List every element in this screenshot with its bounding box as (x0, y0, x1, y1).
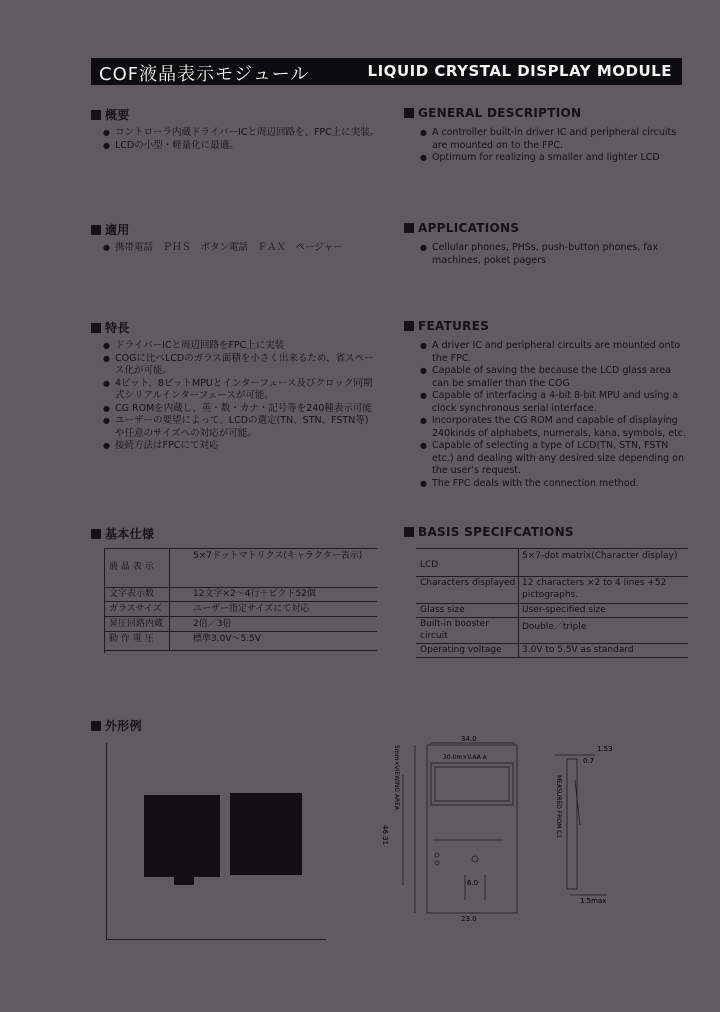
table-row (416, 617, 688, 644)
column-divider (518, 549, 519, 657)
spec-value: 12文字×2～4行＋ピクト52個 (193, 589, 316, 599)
title-jp: COF液晶表示モジュール (99, 64, 310, 85)
square-bullet-icon (91, 529, 101, 539)
list-item: ● 4ビット、8ビットMPUとインターフェース及びクロック同期式シリアルインターフェースが可能。 (101, 378, 377, 403)
features-list-jp (101, 340, 377, 453)
exterior-heading-jp: 外形例 (91, 717, 142, 734)
fpc-tail-photo (174, 871, 194, 885)
general-list-en (418, 127, 688, 165)
table-row (416, 603, 688, 618)
basis-heading-jp: 基本仕様 (91, 525, 154, 542)
list-item: ● Capable of selecting a type of LCD(TN, STN, FSTN etc.) and dealing with any desired size depending on the user's request. (418, 440, 690, 478)
spec-value: 3.0V to 5.5V as standard (522, 645, 634, 655)
title-en: LIQUID CRYSTAL DISPLAY MODULE (367, 62, 672, 80)
list-item: ● Capable of saving the because the LCD glass area can be smaller than the COG (418, 365, 690, 390)
spec-key: Glass size (420, 605, 465, 615)
table-row (105, 549, 377, 588)
square-bullet-icon (404, 223, 414, 233)
table-row (105, 617, 377, 632)
spec-value: 12 characters ×2 to 4 lines +52 pictographs. (522, 578, 667, 600)
spec-table-en (416, 548, 688, 657)
list-item: ● ドライバーICと周辺回路をFPC上に実装 (101, 340, 377, 353)
list-item: ● A controller built-in driver IC and peripheral circuits are mounted on to the FPC. (418, 127, 688, 152)
table-row (416, 549, 688, 577)
applications-heading-en: APPLICATIONS (404, 221, 519, 235)
spec-value: 5×7ドットマトリクス(キャラクター表示) (193, 551, 363, 561)
list-item: ● Capable of interfacing a 4-bit 8-bit MPU and using a clock synchronous serial interface. (418, 390, 690, 415)
list-item: ● Cellular phones, PHSs, push-button phones, fax machines, poket pagers (418, 242, 688, 267)
column-divider (169, 549, 170, 651)
dim-bottom-b: 23.0 (461, 915, 477, 923)
square-bullet-icon (91, 323, 101, 333)
table-row (105, 632, 377, 651)
basis-heading-en: BASIS SPECIFCATIONS (404, 525, 574, 539)
dim-side-top: 1.53 (597, 745, 613, 753)
square-bullet-icon (91, 721, 101, 731)
square-bullet-icon (404, 321, 414, 331)
spec-table-jp (104, 548, 377, 653)
module-photo-front (144, 795, 220, 877)
module-photo-back (230, 793, 302, 875)
dim-side-bottom: 1.5max (580, 897, 607, 905)
square-bullet-icon (91, 110, 101, 120)
spec-key: Characters displayed (420, 578, 516, 588)
list-item: ● Optimum for realizing a smaller and lighter LCD (418, 152, 688, 165)
table-row (105, 602, 377, 617)
spec-value: Double／triple (522, 622, 587, 632)
list-item: ● The FPC deals with the connection method. (418, 478, 690, 491)
spec-key: 液 晶 表 示 (109, 562, 154, 572)
dim-side-vertical: MEASURED FROM C1 (555, 775, 562, 839)
spec-value: ユーザー指定サイズにて対応 (193, 604, 310, 614)
features-heading-jp: 特長 (91, 319, 130, 336)
table-row (416, 643, 688, 658)
spec-key: LCD (420, 560, 439, 570)
dim-height: 46.31 (381, 825, 389, 846)
square-bullet-icon (91, 225, 101, 235)
spec-key: 文字表示数 (109, 589, 155, 599)
dim-active-area: 30.0m×V.AA A (443, 754, 487, 761)
applications-list-en (418, 242, 688, 267)
list-item: ● 携帯電話 ＰＨＳ ボタン電話 ＦＡＸ ページャー (101, 242, 371, 255)
spec-value: 2倍／3倍 (193, 619, 232, 629)
applications-heading-jp: 適用 (91, 221, 130, 238)
spec-value: User-specified size (522, 605, 606, 615)
spec-key: 昇圧回路内蔵 (109, 619, 164, 629)
general-list-jp (101, 127, 391, 152)
list-item: ● コントローラ内蔵ドライバーICと周辺回路を、FPC上に実装。 (101, 127, 391, 140)
list-item: ● ユーザーの要望によって、LCDの選定(TN、STN、FSTN等)や任意のサイズへの対応が可能。 (101, 415, 377, 440)
features-heading-en: FEATURES (404, 319, 489, 333)
dim-bottom-a: 6.0 (467, 879, 479, 887)
header-banner (91, 58, 682, 85)
spec-value: 標準3.0V～5.5V (193, 634, 261, 644)
features-list-en (418, 340, 690, 490)
dimension-drawing (375, 735, 625, 925)
list-item: ● A driver IC and peripheral circuits are mounted onto the FPC. (418, 340, 690, 365)
general-heading-jp: 概要 (91, 106, 130, 123)
dim-top-width: 34.0 (461, 735, 477, 743)
table-row (416, 576, 688, 604)
list-item: ● LCDの小型・軽量化に最適。 (101, 140, 391, 153)
table-row (105, 587, 377, 602)
spec-key: Built-in booster circuit (420, 619, 489, 641)
list-item: ● CG ROMを内蔵し、英・数・カナ・記号等を240種表示可能 (101, 403, 377, 416)
list-item: ● COGに比べLCDのガラス面積を小さく出来るため、省スペース化が可能。 (101, 353, 377, 378)
spec-key: 動 作 電 圧 (109, 634, 154, 644)
general-heading-en: GENERAL DESCRIPTION (404, 106, 581, 120)
list-item: ● 接続方法はFPCにて対応 (101, 440, 377, 453)
square-bullet-icon (404, 108, 414, 118)
applications-list-jp (101, 242, 371, 255)
dim-side-b: 0.7 (583, 757, 595, 765)
spec-key: Operating voltage (420, 645, 502, 655)
dim-view-area: 5mm×VIEWING AREA (393, 745, 400, 811)
product-photo (106, 743, 326, 940)
square-bullet-icon (404, 527, 414, 537)
spec-value: 5×7-dot matrix(Character display) (522, 551, 678, 561)
list-item: ● Incorporates the CG ROM and capable of displaying 240kinds of alphabets, numerals, kana, symbols, etc. (418, 415, 690, 440)
spec-key: ガラスサイズ (109, 604, 162, 614)
